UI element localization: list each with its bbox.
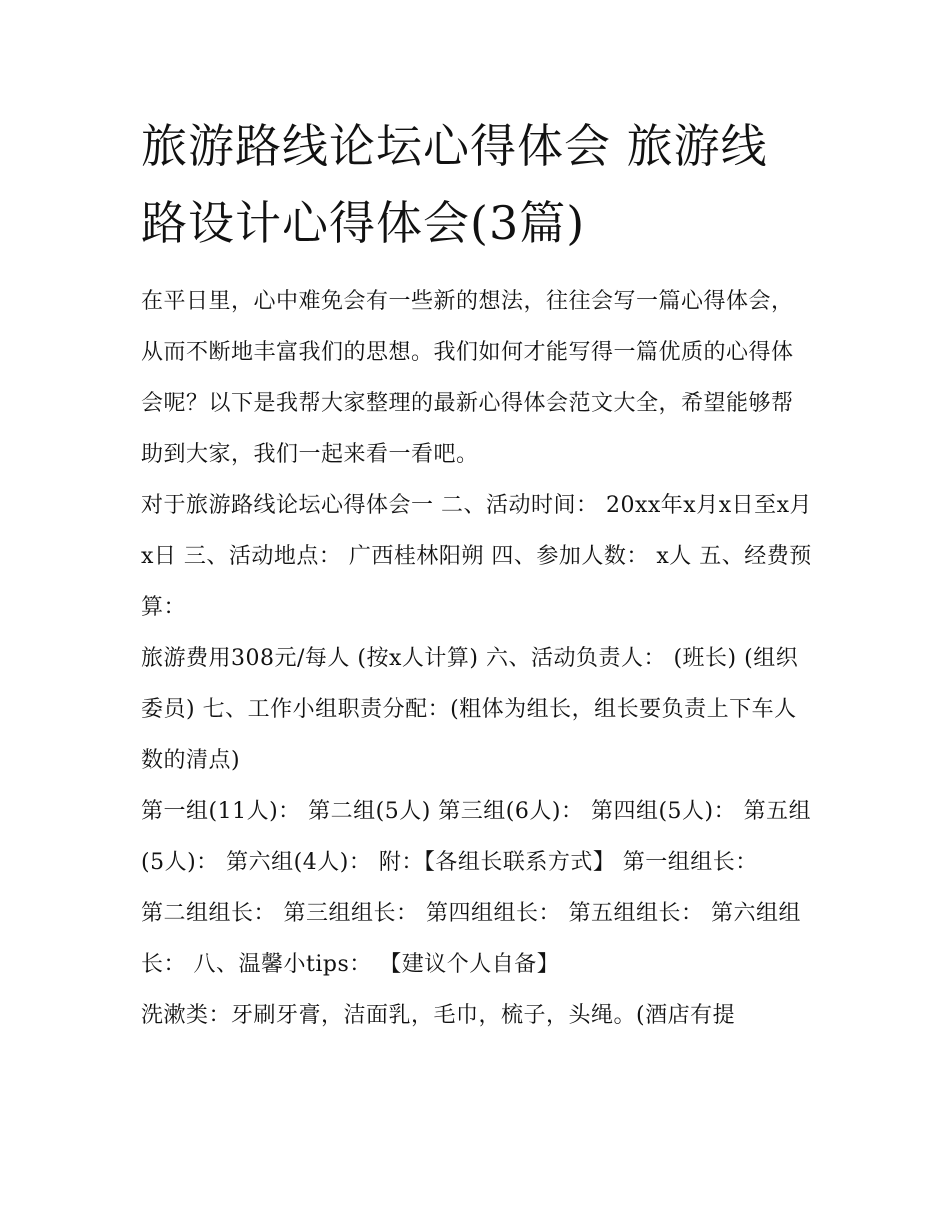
paragraph-group-leaders: 第二组组长： 第三组组长： 第四组组长： 第五组组长： 第六组组长： 八、温馨小tips： 【建议个人自备】 <box>141 901 801 977</box>
paragraph-budget: 旅游费用308元/每人 (按x人计算) 六、活动负责人： (班长) (组织委员) 七、工作小组职责分配：(粗体为组长，组长要负责上下车人数的清点) <box>141 646 799 773</box>
document-body <box>141 108 813 1041</box>
paragraph-intro: 在平日里，心中难免会有一些新的想法，往往会写一篇心得体会，从而不断地丰富我们的思想。我们如何才能写得一篇优质的心得体会呢？以下是我帮大家整理的最新心得体会范文大全，希望能够帮助到大家，我们一起来看一看吧。 <box>141 289 794 467</box>
paragraph-groups: 第一组(11人)： 第二组(5人) 第三组(6人)： 第四组(5人)： 第五组(5人)： 第六组(4人)： 附：【各组长联系方式】 第一组组长： <box>141 799 812 875</box>
document-title: 旅游路线论坛心得体会 旅游线路设计心得体会(3篇) <box>141 119 768 250</box>
paragraph-toiletries: 洗漱类：牙刷牙膏，洁面乳，毛巾，梳子，头绳。(酒店有提 <box>141 1003 736 1028</box>
paragraph-activity-info: 对于旅游路线论坛心得体会一 二、活动时间： 20xx年x月x日至x月x日 三、活动地点： 广西桂林阳朔 四、参加人数： x人 五、经费预算： <box>141 493 813 620</box>
